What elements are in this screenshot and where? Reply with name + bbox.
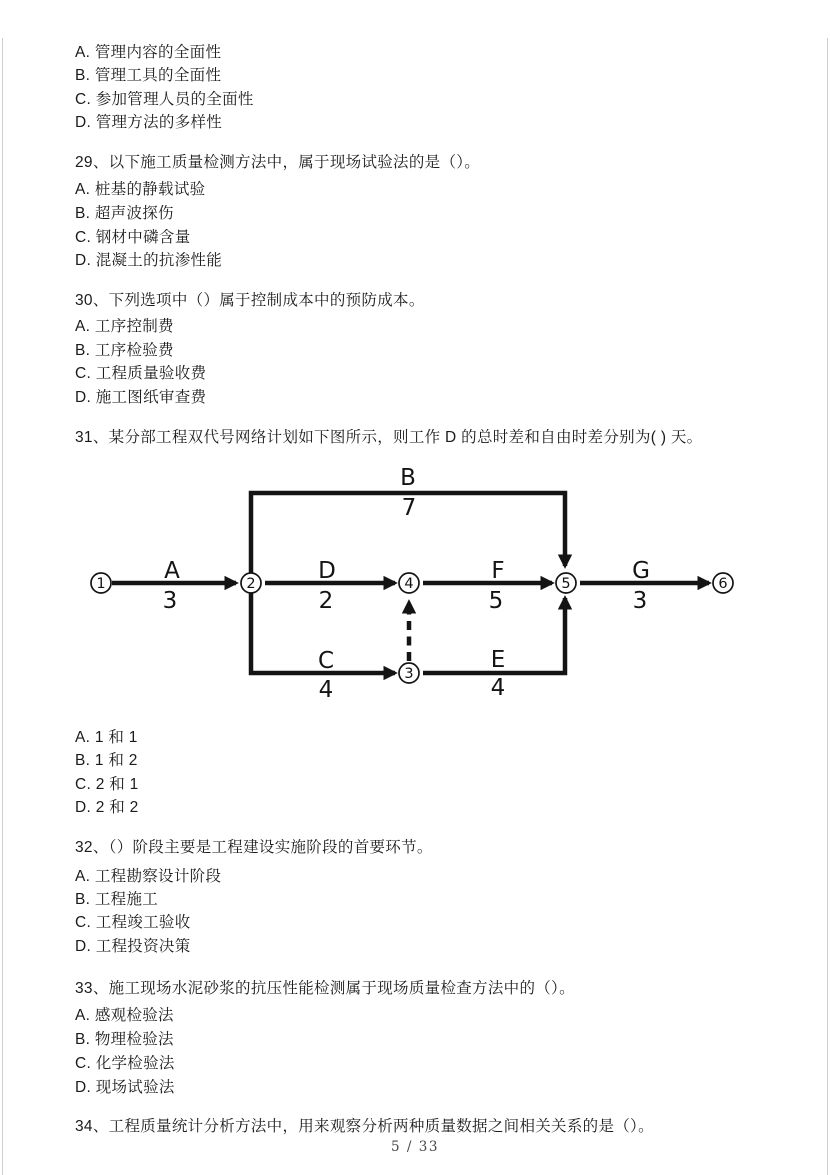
node-number: 6 — [718, 576, 728, 592]
diagram-node-5 — [556, 573, 576, 593]
diagram-node-4 — [399, 573, 419, 593]
diagram-node-6 — [713, 573, 733, 593]
option-line: A. 工序控制费 — [75, 318, 174, 335]
activity-name: E — [490, 647, 506, 673]
activity-duration: 7 — [401, 495, 417, 521]
option-line: C. 2 和 1 — [75, 776, 139, 793]
activity-duration: 5 — [488, 588, 504, 614]
network-diagram — [0, 460, 830, 710]
option-line: D. 现场试验法 — [75, 1079, 175, 1096]
option-line: A. 感观检验法 — [75, 1007, 174, 1024]
activity-duration: 3 — [632, 588, 648, 614]
activity-name: F — [491, 558, 505, 584]
activity-name: B — [400, 465, 416, 491]
question-text: 32、（）阶段主要是工程建设实施阶段的首要环节。 — [75, 839, 433, 856]
option-line: A. 工程勘察设计阶段 — [75, 868, 222, 885]
diagram-node-1 — [91, 573, 111, 593]
option-line: C. 化学检验法 — [75, 1055, 175, 1072]
option-line: C. 工程质量验收费 — [75, 365, 207, 382]
option-line: A. 1 和 1 — [75, 729, 138, 746]
activity-name: A — [164, 558, 180, 584]
option-line: A. 桩基的静载试验 — [75, 181, 206, 198]
question-text: 30、下列选项中（）属于控制成本中的预防成本。 — [75, 292, 425, 309]
activity-name: D — [318, 558, 336, 584]
node-number: 3 — [404, 666, 414, 682]
page-number: 5 / 33 — [391, 1139, 439, 1155]
activity-name: C — [317, 648, 335, 674]
option-line: C. 钢材中磷含量 — [75, 229, 191, 246]
option-line: B. 超声波探伤 — [75, 205, 174, 222]
option-line: D. 施工图纸审查费 — [75, 389, 207, 406]
option-line: C. 工程竣工验收 — [75, 914, 191, 931]
question-text: 33、施工现场水泥砂浆的抗压性能检测属于现场质量检查方法中的（）。 — [75, 980, 575, 997]
option-line: D. 管理方法的多样性 — [75, 114, 223, 131]
option-line: B. 物理检验法 — [75, 1031, 174, 1048]
question-text: 31、某分部工程双代号网络计划如下图所示，则工作 D 的总时差和自由时差分别为( ) 天。 — [75, 429, 703, 446]
option-line: C. 参加管理人员的全面性 — [75, 91, 254, 108]
option-line: B. 工序检验费 — [75, 342, 174, 359]
option-line: D. 工程投资决策 — [75, 938, 191, 955]
option-line: B. 管理工具的全面性 — [75, 67, 222, 84]
option-line: D. 2 和 2 — [75, 799, 139, 816]
activity-duration: 2 — [318, 588, 334, 614]
option-line: B. 1 和 2 — [75, 752, 138, 769]
activity-duration: 3 — [162, 588, 178, 614]
option-line: D. 混凝土的抗渗性能 — [75, 252, 223, 269]
activity-duration: 4 — [318, 677, 334, 703]
node-number: 1 — [96, 576, 106, 592]
node-number: 4 — [404, 576, 414, 592]
diagram-node-3 — [399, 663, 419, 683]
node-number: 2 — [246, 576, 256, 592]
option-line: B. 工程施工 — [75, 891, 159, 908]
question-text: 34、工程质量统计分析方法中，用来观察分析两种质量数据之间相关关系的是（）。 — [75, 1118, 654, 1135]
diagram-node-2 — [241, 573, 261, 593]
question-text: 29、以下施工质量检测方法中，属于现场试验法的是（）。 — [75, 154, 481, 171]
option-line: A. 管理内容的全面性 — [75, 44, 222, 61]
activity-name: G — [632, 558, 650, 584]
activity-duration: 4 — [490, 675, 506, 701]
node-number: 5 — [561, 576, 571, 592]
